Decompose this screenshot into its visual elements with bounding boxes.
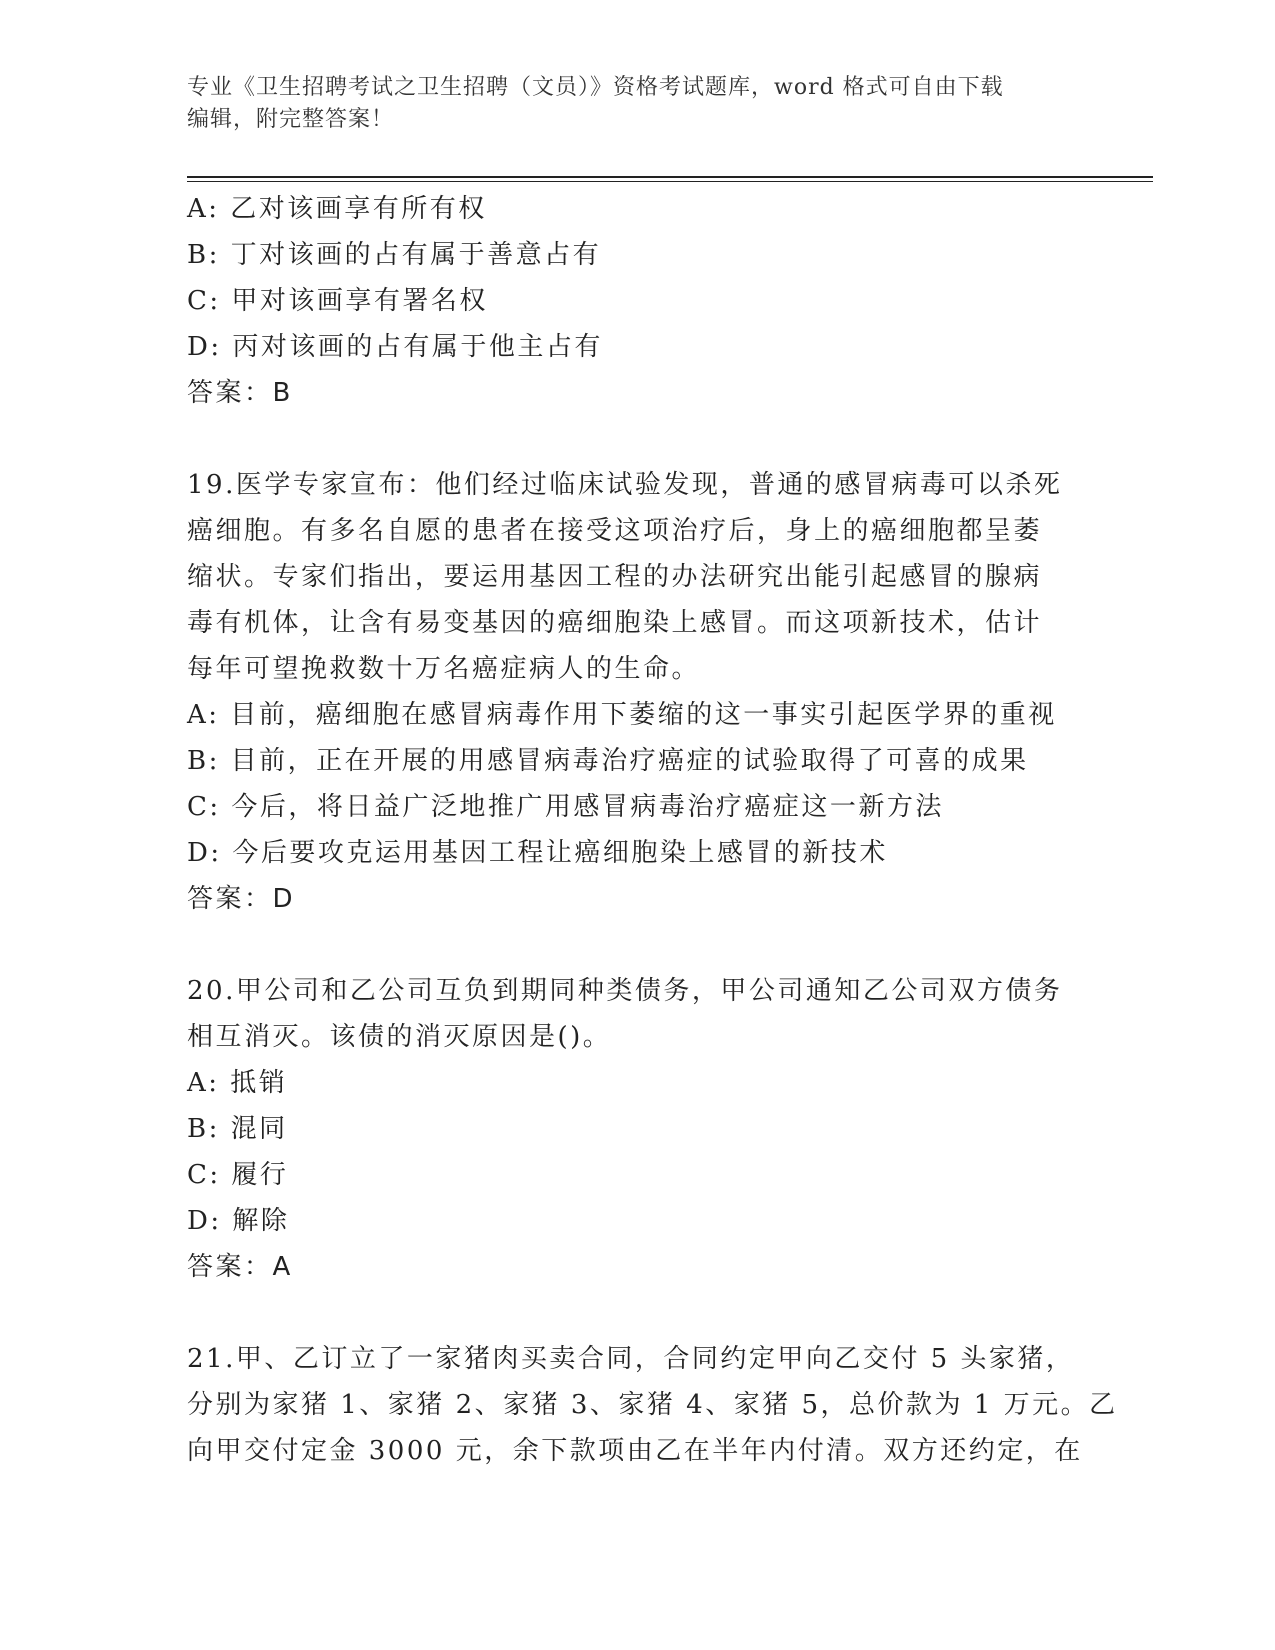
question-20 — [187, 968, 1087, 1290]
question-stem-line: 缩状。专家们指出，要运用基因工程的办法研究出能引起感冒的腺病 — [187, 562, 1043, 592]
question-18 — [187, 186, 1087, 416]
question-stem-line: 癌细胞。有多名自愿的患者在接受这项治疗后，身上的癌细胞都呈萎 — [187, 516, 1043, 546]
question-19 — [187, 462, 1087, 922]
option-a: A: 目前，癌细胞在感冒病毒作用下萎缩的这一事实引起医学界的重视 — [187, 700, 1057, 730]
header-line: 专业《卫生招聘考试之卫生招聘（文员）》资格考试题库，word 格式可自由下载 — [187, 75, 1004, 100]
question-stem-line: 毒有机体，让含有易变基因的癌细胞染上感冒。而这项新技术，估计 — [187, 608, 1043, 638]
question-stem-line: 向甲交付定金 3000 元，余下款项由乙在半年内付清。双方还约定，在 — [187, 1436, 1083, 1466]
header-divider — [187, 176, 1153, 182]
page-header — [187, 72, 1067, 136]
question-stem-line: 19.医学专家宣布：他们经过临床试验发现，普通的感冒病毒可以杀死 — [187, 470, 1063, 500]
question-stem-line: 20.甲公司和乙公司互负到期同种类债务，甲公司通知乙公司双方债务 — [187, 976, 1063, 1006]
question-stem-line: 21.甲、乙订立了一家猪肉买卖合同，合同约定甲向乙交付 5 头家猪， — [187, 1344, 1075, 1374]
option-d: D: 今后要攻克运用基因工程让癌细胞染上感冒的新技术 — [187, 838, 888, 868]
answer: 答案：D — [187, 884, 296, 914]
question-content — [187, 186, 1118, 1474]
option-d: D: 丙对该画的占有属于他主占有 — [187, 332, 603, 362]
option-b: B: 目前，正在开展的用感冒病毒治疗癌症的试验取得了可喜的成果 — [187, 746, 1029, 776]
option-c: C: 今后，将日益广泛地推广用感冒病毒治疗癌症这一新方法 — [187, 792, 944, 822]
option-c: C: 甲对该画享有署名权 — [187, 286, 488, 316]
answer: 答案：A — [187, 1252, 293, 1282]
option-c: C: 履行 — [187, 1160, 289, 1190]
option-b: B: 丁对该画的占有属于善意占有 — [187, 240, 602, 270]
header-line: 编辑，附完整答案！ — [187, 107, 395, 132]
option-d: D: 解除 — [187, 1206, 290, 1236]
question-21 — [187, 1336, 1118, 1474]
option-a: A: 乙对该画享有所有权 — [187, 194, 487, 224]
question-stem-line: 每年可望挽救数十万名癌症病人的生命。 — [187, 654, 701, 684]
option-b: B: 混同 — [187, 1114, 288, 1144]
question-stem-line: 相互消灭。该债的消灭原因是()。 — [187, 1022, 612, 1052]
option-a: A: 抵销 — [187, 1068, 288, 1098]
question-stem-line: 分别为家猪 1、家猪 2、家猪 3、家猪 4、家猪 5，总价款为 1 万元。乙 — [187, 1390, 1118, 1420]
answer: 答案：B — [187, 378, 293, 408]
